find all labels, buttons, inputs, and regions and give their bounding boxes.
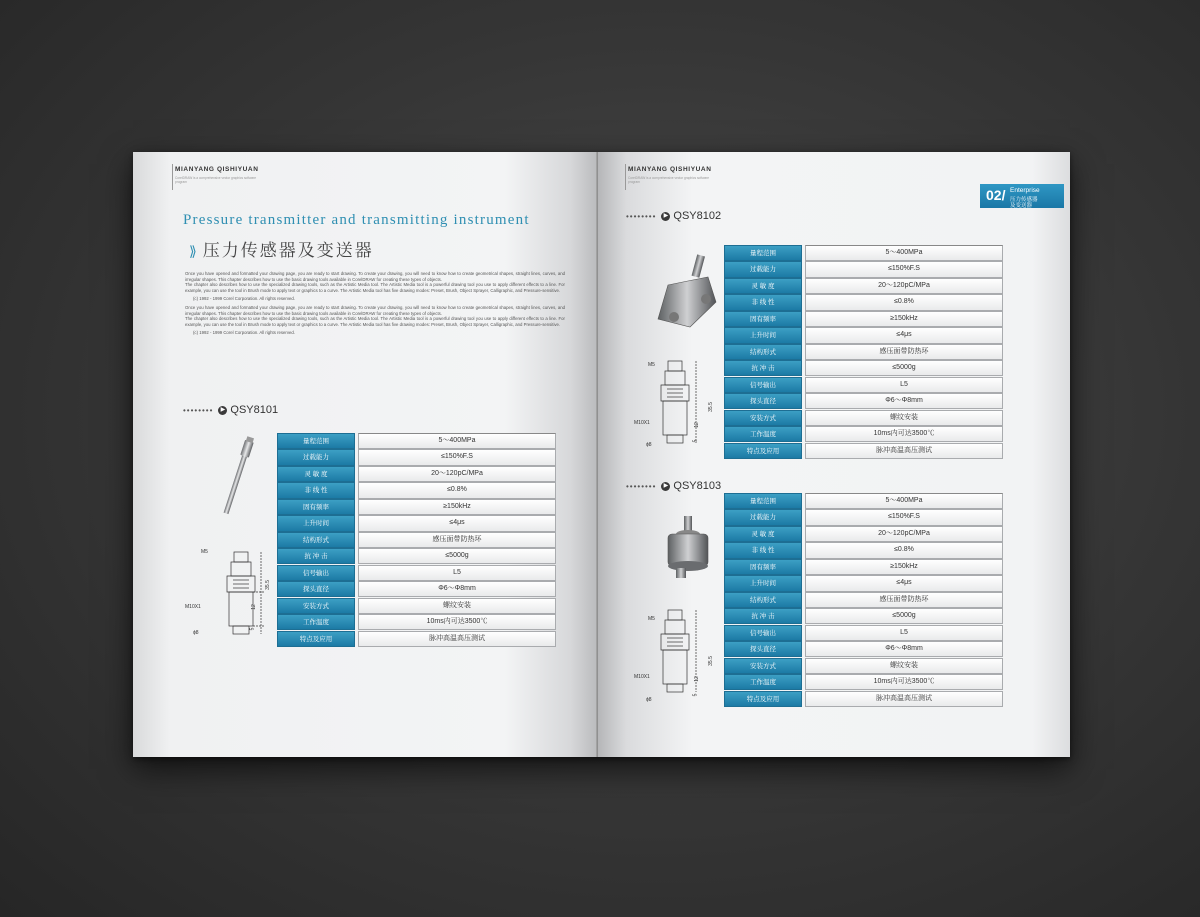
spec-value: ≤4μs: [358, 515, 556, 531]
spec-label: 信号输出: [277, 565, 355, 581]
spec-label: 特点及应用: [724, 691, 802, 707]
spec-table-qsy8102: [724, 245, 1003, 459]
spec-row: [277, 532, 556, 548]
spec-row: [277, 466, 556, 482]
spec-value: ≤150%F.S: [358, 449, 556, 465]
spec-value: 5～400MPa: [805, 245, 1003, 261]
spec-row: [724, 261, 1003, 277]
spec-label: 安装方式: [277, 598, 355, 614]
dim-35-5: 35.5: [707, 402, 714, 412]
dim-d8: ϕ8: [193, 630, 199, 636]
product-illustration-qsy8103: [628, 512, 733, 712]
spec-value: 20～120pC/MPa: [805, 526, 1003, 542]
spec-label: 固有频率: [724, 311, 802, 327]
spec-label: 探头直径: [724, 641, 802, 657]
spec-value: ≤4μs: [805, 575, 1003, 591]
spec-label: 非 线 性: [277, 482, 355, 498]
dim-5: 5: [692, 439, 699, 443]
spec-row: [724, 245, 1003, 261]
spec-row: [724, 360, 1003, 376]
dim-m5: M5: [201, 549, 208, 555]
model-heading-qsy8103: [626, 480, 721, 492]
spec-value: 感压面带防热环: [358, 532, 556, 548]
spec-row: [724, 278, 1003, 294]
spec-value: ≤5000g: [805, 608, 1003, 624]
dim-m10: M10X1: [634, 420, 650, 426]
spec-value: 20～120pC/MPa: [805, 278, 1003, 294]
spec-row: [277, 449, 556, 465]
dim-m10: M10X1: [185, 604, 201, 610]
right-page: [598, 152, 1070, 757]
spec-label: 上升时间: [277, 515, 355, 531]
model-name: QSY8102: [673, 210, 722, 222]
spec-value: 脉冲高温高压测试: [805, 443, 1003, 459]
spec-value: ≤0.8%: [358, 482, 556, 498]
dim-12: 12: [693, 422, 700, 428]
spec-row: [724, 575, 1003, 591]
spec-label: 非 线 性: [724, 542, 802, 558]
spec-label: 灵 敏 度: [724, 526, 802, 542]
spec-label: 安装方式: [724, 658, 802, 674]
spec-row: [724, 674, 1003, 690]
dim-35-5: 35.5: [707, 656, 714, 666]
spec-value: 20～120pC/MPa: [358, 466, 556, 482]
chapter-label-en: Enterprise: [1010, 187, 1040, 194]
spec-value: ≥150kHz: [805, 559, 1003, 575]
spec-row: [277, 565, 556, 581]
spec-value: 10ms内可达3500℃: [358, 614, 556, 630]
brand-name: MIANYANG QISHIYUAN: [628, 166, 712, 173]
spec-row: [724, 377, 1003, 393]
spec-row: [277, 631, 556, 647]
copyright-line: (c) 1992 - 1999 Corel Corporation. All rights reserved.: [193, 330, 295, 336]
spec-row: [724, 526, 1003, 542]
section-title-cn-text: 压力传感器及变送器: [202, 241, 374, 260]
spec-label: 过载能力: [724, 509, 802, 525]
chapter-number: 02/: [986, 187, 1006, 203]
brand-name: MIANYANG QISHIYUAN: [175, 166, 259, 173]
spec-row: [724, 311, 1003, 327]
spec-label: 上升时间: [724, 575, 802, 591]
spec-value: 5～400MPa: [805, 493, 1003, 509]
spec-row: [724, 426, 1003, 442]
spec-table-qsy8103: [724, 493, 1003, 707]
spec-row: [277, 515, 556, 531]
spec-label: 信号输出: [724, 377, 802, 393]
spec-label: 非 线 性: [724, 294, 802, 310]
spec-row: [277, 433, 556, 449]
spec-label: 量程范围: [724, 493, 802, 509]
spec-value: ≥150kHz: [805, 311, 1003, 327]
arrow-right-icon: ▶: [218, 406, 227, 415]
dim-d8: ϕ8: [646, 442, 652, 448]
chapter-label-cn: 压力传感器: [1010, 197, 1038, 203]
spec-value: ≤5000g: [805, 360, 1003, 376]
spec-row: [277, 614, 556, 630]
spec-row: [277, 499, 556, 515]
spec-value: ≤0.8%: [805, 294, 1003, 310]
spec-value: L5: [805, 625, 1003, 641]
spec-row: [724, 608, 1003, 624]
spec-value: ≤150%F.S: [805, 261, 1003, 277]
dim-m10: M10X1: [634, 674, 650, 680]
spec-row: [277, 548, 556, 564]
spec-value: ≤4μs: [805, 327, 1003, 343]
spec-label: 工作温度: [724, 674, 802, 690]
dotted-leader: ••••••••: [183, 405, 214, 415]
spec-label: 灵 敏 度: [277, 466, 355, 482]
spec-value: 脉冲高温高压测试: [358, 631, 556, 647]
model-name: QSY8101: [230, 404, 279, 416]
arrow-right-icon: ▶: [661, 482, 670, 491]
spec-label: 结构形式: [724, 592, 802, 608]
product-illustration-qsy8101: [191, 432, 281, 652]
spec-row: [724, 509, 1003, 525]
dotted-leader: ••••••••: [626, 211, 657, 221]
spec-row: [724, 410, 1003, 426]
spec-row: [724, 691, 1003, 707]
arrow-right-icon: ▶: [661, 212, 670, 221]
spec-label: 探头直径: [277, 581, 355, 597]
dim-d8: ϕ8: [646, 697, 652, 703]
brand-subtitle: CorelDRAW is a comprehensive vector graphics software program: [175, 176, 257, 184]
section-title-en: Pressure transmitter and transmitting instrument: [183, 212, 530, 228]
spec-value: L5: [805, 377, 1003, 393]
brand-subtitle: CorelDRAW is a comprehensive vector graphics software program: [628, 176, 710, 184]
spec-label: 量程范围: [277, 433, 355, 449]
header-divider: [172, 164, 173, 190]
spec-value: 感压面带防热环: [805, 592, 1003, 608]
spec-value: Φ6～Φ8mm: [358, 581, 556, 597]
dim-m5: M5: [648, 616, 655, 622]
sensor-photo: [668, 516, 708, 578]
model-name: QSY8103: [673, 480, 722, 492]
spec-value: 感压面带防热环: [805, 344, 1003, 360]
intro-body-text: [185, 271, 565, 339]
spec-label: 工作温度: [724, 426, 802, 442]
paragraph: The chapter also describes how to use the specialized drawing tools, such as the Artistic Media tool. The Artistic Media tool is a powerful drawing tool you use to apply different effects to a line. For example, you can use the tool in Brush mode to apply text or graphics to a curve. The Artistic Media tool has five drawing modes: Preset, Brush, Object Sprayer, Calligraphic, and Pressure-sensitive.: [185, 282, 565, 293]
spec-label: 工作温度: [277, 614, 355, 630]
spec-value: ≤5000g: [358, 548, 556, 564]
spec-table-qsy8101: [277, 433, 556, 647]
model-heading-qsy8101: [183, 404, 278, 416]
dim-12: 12: [250, 604, 257, 610]
spec-label: 安装方式: [724, 410, 802, 426]
spec-value: ≤0.8%: [805, 542, 1003, 558]
paragraph: The chapter also describes how to use the specialized drawing tools, such as the Artistic Media tool. The Artistic Media tool is a powerful drawing tool you use to apply different effects to a line. For example, you can use the tool in Brush mode to apply text or graphics to a curve. The Artistic Media tool has five drawing modes: Preset, Brush, Object Sprayer, Calligraphic, and Pressure-sensitive.: [185, 316, 565, 327]
spec-value: 脉冲高温高压测试: [805, 691, 1003, 707]
spec-value: ≥150kHz: [358, 499, 556, 515]
sensor-photo: [222, 436, 255, 515]
spec-row: [724, 393, 1003, 409]
left-page-header: [175, 166, 265, 184]
section-title-cn: [189, 236, 374, 261]
dim-5: 5: [692, 693, 699, 697]
spec-row: [724, 344, 1003, 360]
spec-value: ≤150%F.S: [805, 509, 1003, 525]
spec-row: [724, 559, 1003, 575]
dim-35-5: 35.5: [264, 580, 271, 590]
spec-label: 信号输出: [724, 625, 802, 641]
spec-label: 探头直径: [724, 393, 802, 409]
spec-label: 过载能力: [724, 261, 802, 277]
spec-row: [724, 592, 1003, 608]
chevron-right-icon: ⟫: [189, 243, 199, 259]
sensor-photo: [658, 254, 716, 327]
spec-label: 结构形式: [724, 344, 802, 360]
spec-value: 10ms内可达3500℃: [805, 674, 1003, 690]
dotted-leader: ••••••••: [626, 481, 657, 491]
spec-value: 5～400MPa: [358, 433, 556, 449]
spec-value: 螺纹安装: [805, 658, 1003, 674]
spec-value: Φ6～Φ8mm: [805, 641, 1003, 657]
dim-12: 12: [693, 676, 700, 682]
spec-label: 固有频率: [277, 499, 355, 515]
copyright-line: (c) 1992 - 1999 Corel Corporation. All rights reserved.: [193, 296, 295, 302]
chapter-label-cn-2: 及变送器: [1010, 203, 1033, 209]
spec-row: [724, 658, 1003, 674]
spec-row: [724, 327, 1003, 343]
right-page-header: [628, 166, 718, 184]
spec-label: 上升时间: [724, 327, 802, 343]
spec-label: 灵 敏 度: [724, 278, 802, 294]
dim-5: 5: [249, 627, 256, 631]
spec-value: Φ6～Φ8mm: [805, 393, 1003, 409]
spec-row: [277, 598, 556, 614]
spec-row: [724, 493, 1003, 509]
dim-m5: M5: [648, 362, 655, 368]
spec-label: 过载能力: [277, 449, 355, 465]
spec-row: [277, 482, 556, 498]
spec-label: 固有频率: [724, 559, 802, 575]
spec-label: 特点及应用: [277, 631, 355, 647]
technical-drawing: [661, 610, 696, 692]
spec-row: [724, 294, 1003, 310]
technical-drawing: [227, 552, 265, 634]
header-divider: [625, 164, 626, 190]
spec-value: 螺纹安装: [358, 598, 556, 614]
spec-value: 10ms内可达3500℃: [805, 426, 1003, 442]
chapter-tab: [980, 184, 1064, 208]
paragraph: Once you have opened and formatted your drawing page, you are ready to start drawing. To create your drawing, you will need to know how to create geometrical shapes, straight lines, curves, and irregular shapes. This chapter describes how to use the basic drawing tools available in CorelDRAW for creating these types of objects.: [185, 304, 565, 316]
spec-value: 螺纹安装: [805, 410, 1003, 426]
spec-row: [724, 443, 1003, 459]
spec-value: L5: [358, 565, 556, 581]
model-heading-qsy8102: [626, 210, 721, 222]
spec-row: [724, 542, 1003, 558]
spec-row: [277, 581, 556, 597]
spec-label: 结构形式: [277, 532, 355, 548]
spec-label: 特点及应用: [724, 443, 802, 459]
spec-label: 量程范围: [724, 245, 802, 261]
paragraph: Once you have opened and formatted your drawing page, you are ready to start drawing. To create your drawing, you will need to know how to create geometrical shapes, straight lines, curves, and irregular shapes. This chapter describes how to use the basic drawing tools available in CorelDRAW for creating these types of objects.: [185, 271, 565, 282]
brochure-spread: [133, 152, 1070, 757]
spec-row: [724, 625, 1003, 641]
spec-label: 抗 冲 击: [724, 360, 802, 376]
spec-row: [724, 641, 1003, 657]
spec-label: 抗 冲 击: [724, 608, 802, 624]
spec-label: 抗 冲 击: [277, 548, 355, 564]
left-page: [133, 152, 598, 757]
